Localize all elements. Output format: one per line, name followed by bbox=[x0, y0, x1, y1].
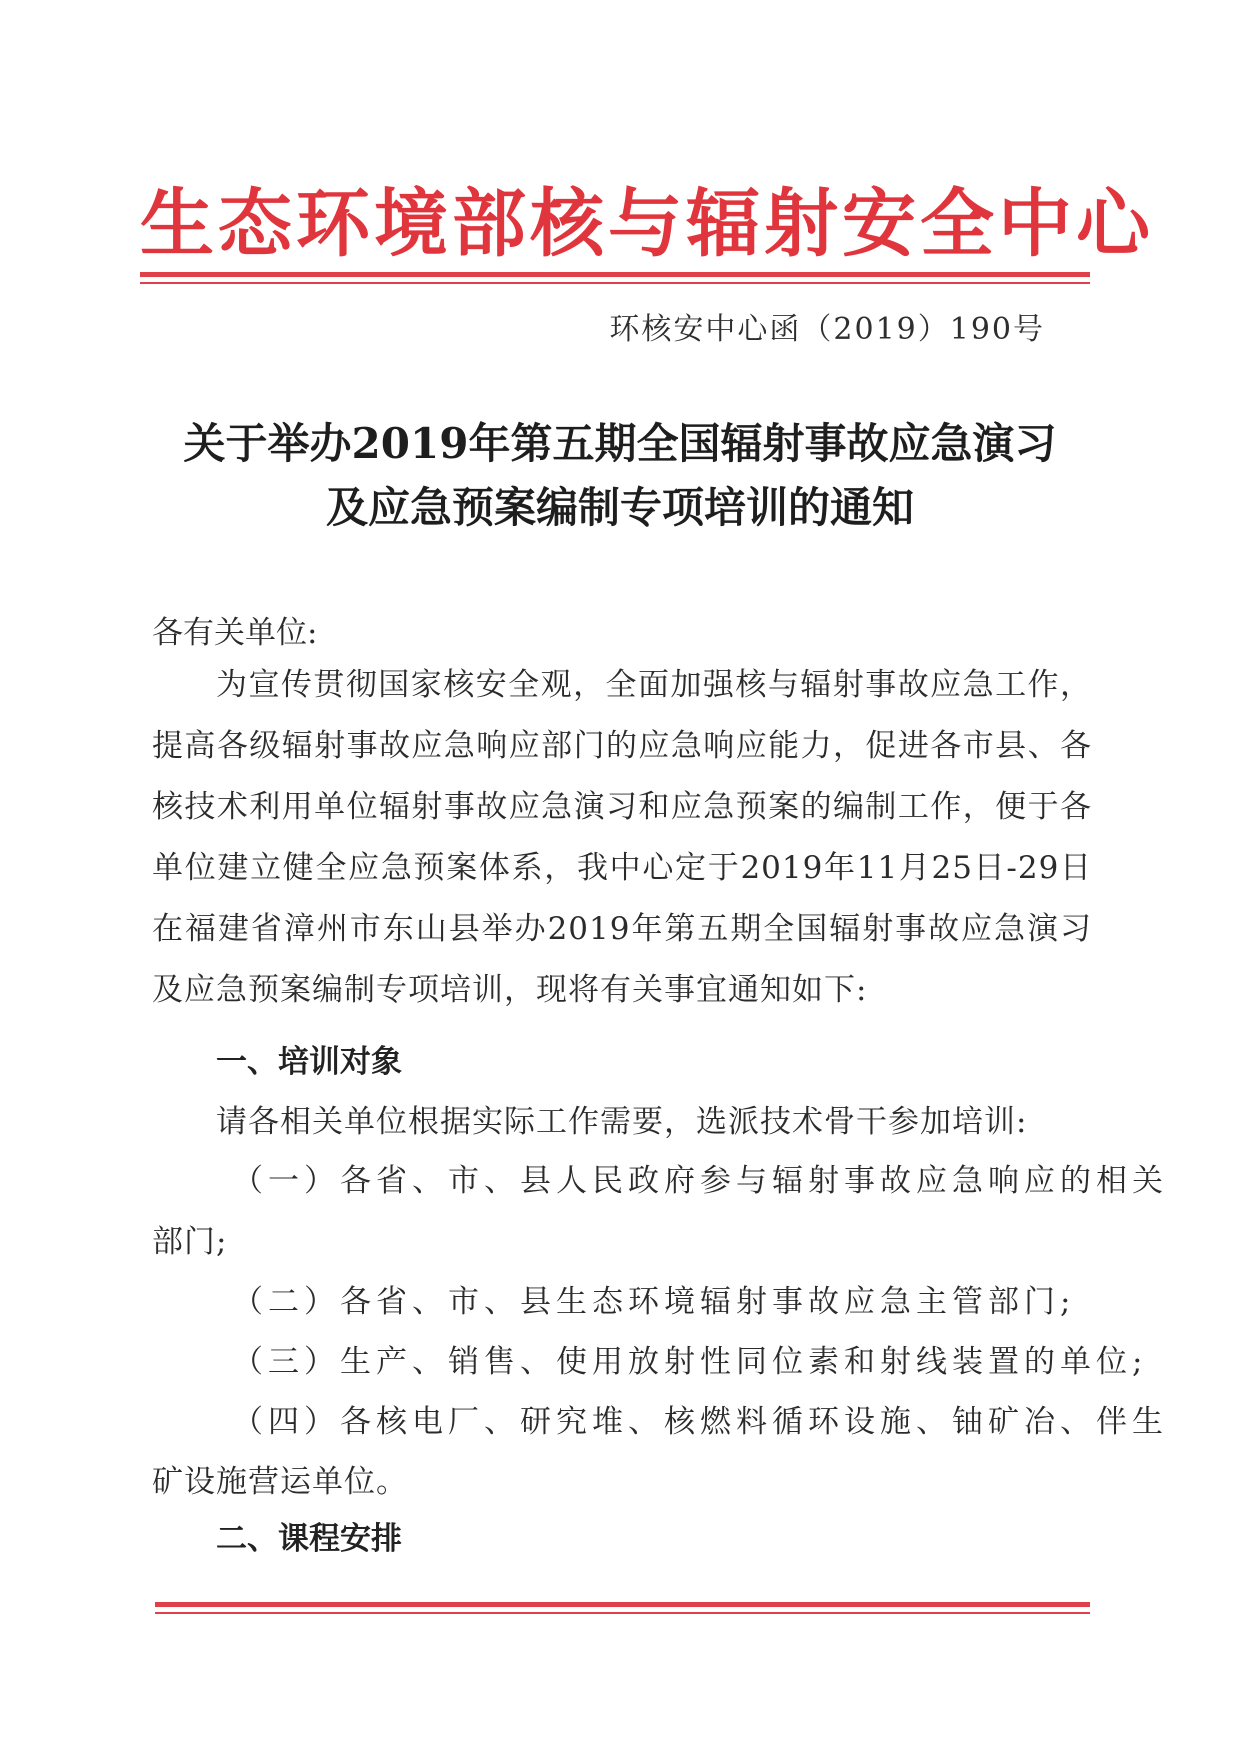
list-item-3: （三）生产、销售、使用放射性同位素和射线装置的单位; bbox=[232, 1344, 1148, 1380]
notice-title-line1: 关于举办2019年第五期全国辐射事故应急演习 bbox=[183, 419, 1057, 468]
footer-rule-thin bbox=[155, 1612, 1090, 1614]
footer-rule-thick bbox=[155, 1602, 1090, 1607]
organization-header: 生态环境部核与辐射安全中心 bbox=[140, 181, 1154, 267]
section1-intro: 请各相关单位根据实际工作需要，选派技术骨干参加培训: bbox=[216, 1104, 1028, 1140]
document-number: 环核安中心函（2019）190号 bbox=[609, 312, 1045, 347]
section-heading-course-schedule: 二、课程安排 bbox=[216, 1521, 402, 1557]
main-paragraph: 为宣传贯彻国家核安全观，全面加强核与辐射事故应急工作，提高各级辐射事故应急响应部门的应急响应能力，促进各市县、各核技术利用单位辐射事故应急演习和应急预案的编制工作，便于各单位建立健全应急预案体系，我中心定于2019年11月25日-29日在福建省漳州市东山县举办2019年第五期全国辐射事故应急演习及应急预案编制专项培训，现将有关事宜通知如下: bbox=[152, 667, 1092, 1008]
notice-title-line2: 及应急预案编制专项培训的通知 bbox=[325, 483, 914, 532]
notice-title bbox=[120, 412, 1120, 540]
list-item-4: （四）各核电厂、研究堆、核燃料循环设施、铀矿冶、伴生 bbox=[232, 1404, 1168, 1440]
section-heading-training-targets: 一、培训对象 bbox=[216, 1044, 402, 1080]
list-item-1-continuation: 部门; bbox=[152, 1224, 228, 1260]
header-rule-thin bbox=[140, 282, 1090, 284]
list-item-2: （二）各省、市、县生态环境辐射事故应急主管部门; bbox=[232, 1284, 1076, 1320]
list-item-4-continuation: 矿设施营运单位。 bbox=[152, 1464, 408, 1500]
salutation: 各有关单位: bbox=[152, 615, 318, 651]
header-rule-thick bbox=[140, 272, 1090, 277]
list-item-1: （一）各省、市、县人民政府参与辐射事故应急响应的相关 bbox=[232, 1163, 1168, 1199]
